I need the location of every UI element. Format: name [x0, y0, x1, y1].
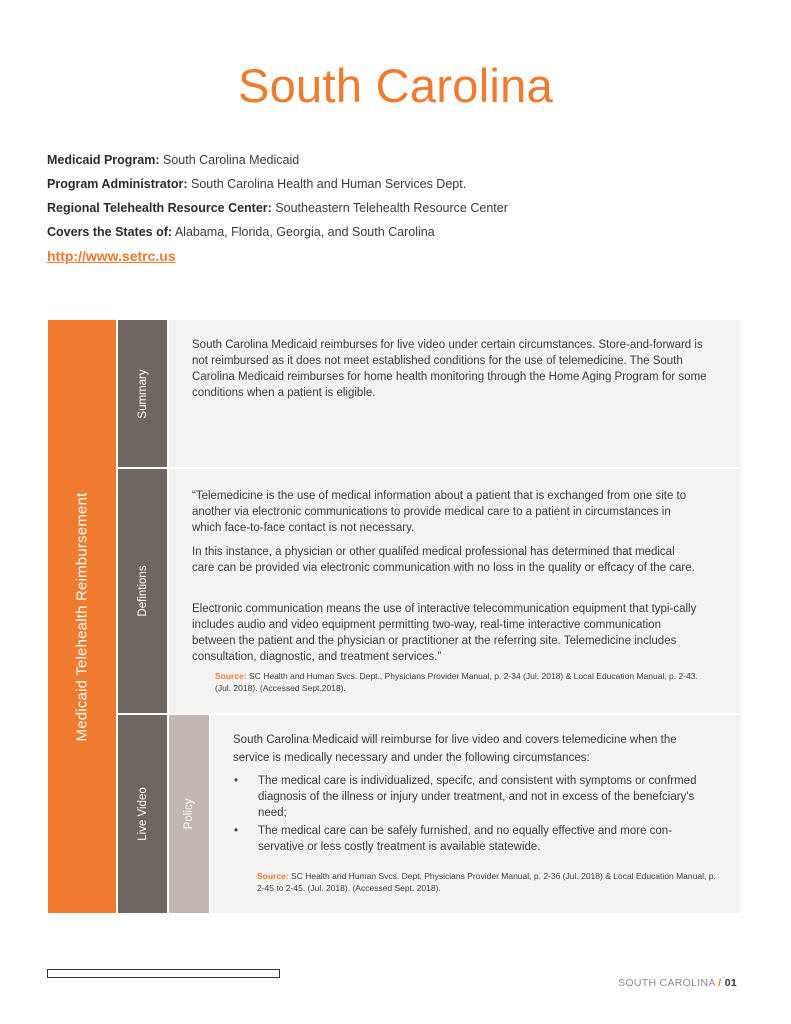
bullet-text-1: The medical care is individualized, specifc, and consistent with symptoms or confrmed diagnosis of the illness or injury under treatment, and not in excess of the benefciary's need;	[258, 775, 697, 819]
covers-states-value: Alabama, Florida, Georgia, and South Carolina	[174, 225, 435, 239]
page-title: South Carolina	[237, 59, 554, 112]
covers-states-label: Covers the States of:	[47, 225, 173, 239]
definitions-paragraph-2: In this instance, a physician or other qualifed medical professional has determined that medical care can be provided via electronic communication with no loss in the quality or effcacy of the care.	[192, 546, 695, 574]
bullet-item-2	[211, 823, 706, 855]
definitions-source	[215, 670, 715, 694]
medicaid-program-value: South Carolina Medicaid	[163, 153, 300, 167]
summary-text: South Carolina Medicaid reimburses for live video under certain circumstances. Store-and-forward is not reimbursed as it does not meet established conditions for the use of telemedicine. The South Carolina Medicaid reimburses for home health monitoring through the Home Aging Program for some conditions when a patient is eligible.	[192, 339, 707, 399]
bullet-text-2: The medical care can be safely furnished, and no equally effective and more con-servative or less costly treatment is available statewide.	[258, 825, 673, 853]
program-admin-value: South Carolina Health and Human Services Dept.	[191, 177, 467, 191]
summary-label: Summary	[136, 368, 149, 419]
reimbursement-table	[48, 320, 741, 913]
medicaid-program-label: Medicaid Program:	[47, 153, 160, 167]
footer-page-number: 01	[724, 977, 737, 989]
definitions-paragraph-1: “Telemedicine is the use of medical information about a patient that is exchanged from one site to another via electronic communications to provide medical care to a patient in circumstances in which face-to-face contact is not necessary.	[192, 490, 687, 534]
program-info	[47, 153, 508, 249]
bullet-glyph: •	[234, 775, 239, 787]
live-video-source-label: Source:	[257, 871, 289, 881]
definitions-source-label: Source:	[215, 671, 247, 681]
footnote-box	[47, 969, 280, 978]
live-video-content	[211, 715, 741, 913]
summary-row-label	[118, 320, 167, 467]
live-video-source	[257, 870, 722, 894]
program-admin-line	[47, 177, 508, 201]
covers-states-line	[47, 225, 508, 249]
live-video-bullets	[211, 773, 706, 857]
bullet-item-1	[211, 773, 706, 821]
program-admin-label: Program Administrator:	[47, 177, 188, 191]
resource-center-value: Southeastern Telehealth Resource Center	[275, 201, 508, 215]
live-video-source-text: SC Health and Human Svcs. Dept. Physicians Provider Manual, p. 2-36 (Jul. 2018) & Local Education Manual, p. 2-45 to 2-45. (Jul. 2018). (Accessed Sept. 2018).	[257, 871, 716, 893]
medicaid-program-line	[47, 153, 508, 177]
live-video-row-label	[118, 715, 167, 913]
resource-center-line	[47, 201, 508, 225]
definitions-row-label	[118, 469, 167, 713]
definitions-paragraph-3: Electronic communication means the use of interactive telecommunication equipment that typi-cally includes audio and video equipment permitting two-way, real-time interactive communication between the patient and the physician or practitioner at the referring site. Telemedicine includes consultation, diagnostic, and treatment services.”	[192, 603, 697, 663]
footer-slash: /	[718, 977, 722, 989]
policy-label: Policy	[183, 798, 195, 830]
definitions-content	[169, 469, 741, 713]
definitions-label: Defintions	[136, 565, 149, 617]
footer-state: SOUTH CAROLINA	[618, 977, 716, 989]
setrc-link[interactable]: http://www.setrc.us	[47, 248, 176, 264]
bullet-glyph: •	[234, 825, 239, 837]
resource-center-label: Regional Telehealth Resource Center:	[47, 201, 272, 215]
summary-content	[169, 320, 741, 467]
live-video-intro: South Carolina Medicaid will reimburse for live video and covers telemedicine when the service is medically necessary and under the following circumstances:	[233, 734, 677, 764]
section-side-label-text: Medicaid Telehealth Reimbursement	[73, 492, 91, 741]
policy-row-label	[169, 715, 209, 913]
section-side-label	[48, 320, 116, 913]
page-footer	[618, 977, 737, 989]
live-video-label: Live Video	[136, 787, 149, 841]
definitions-source-text: SC Health and Human Svcs. Dept., Physicians Provider Manual, p. 2-34 (Jul. 2018) & Local Education Manual, p. 2-43. (Jul. 2018). (Accessed Sept.2018).	[215, 671, 698, 693]
